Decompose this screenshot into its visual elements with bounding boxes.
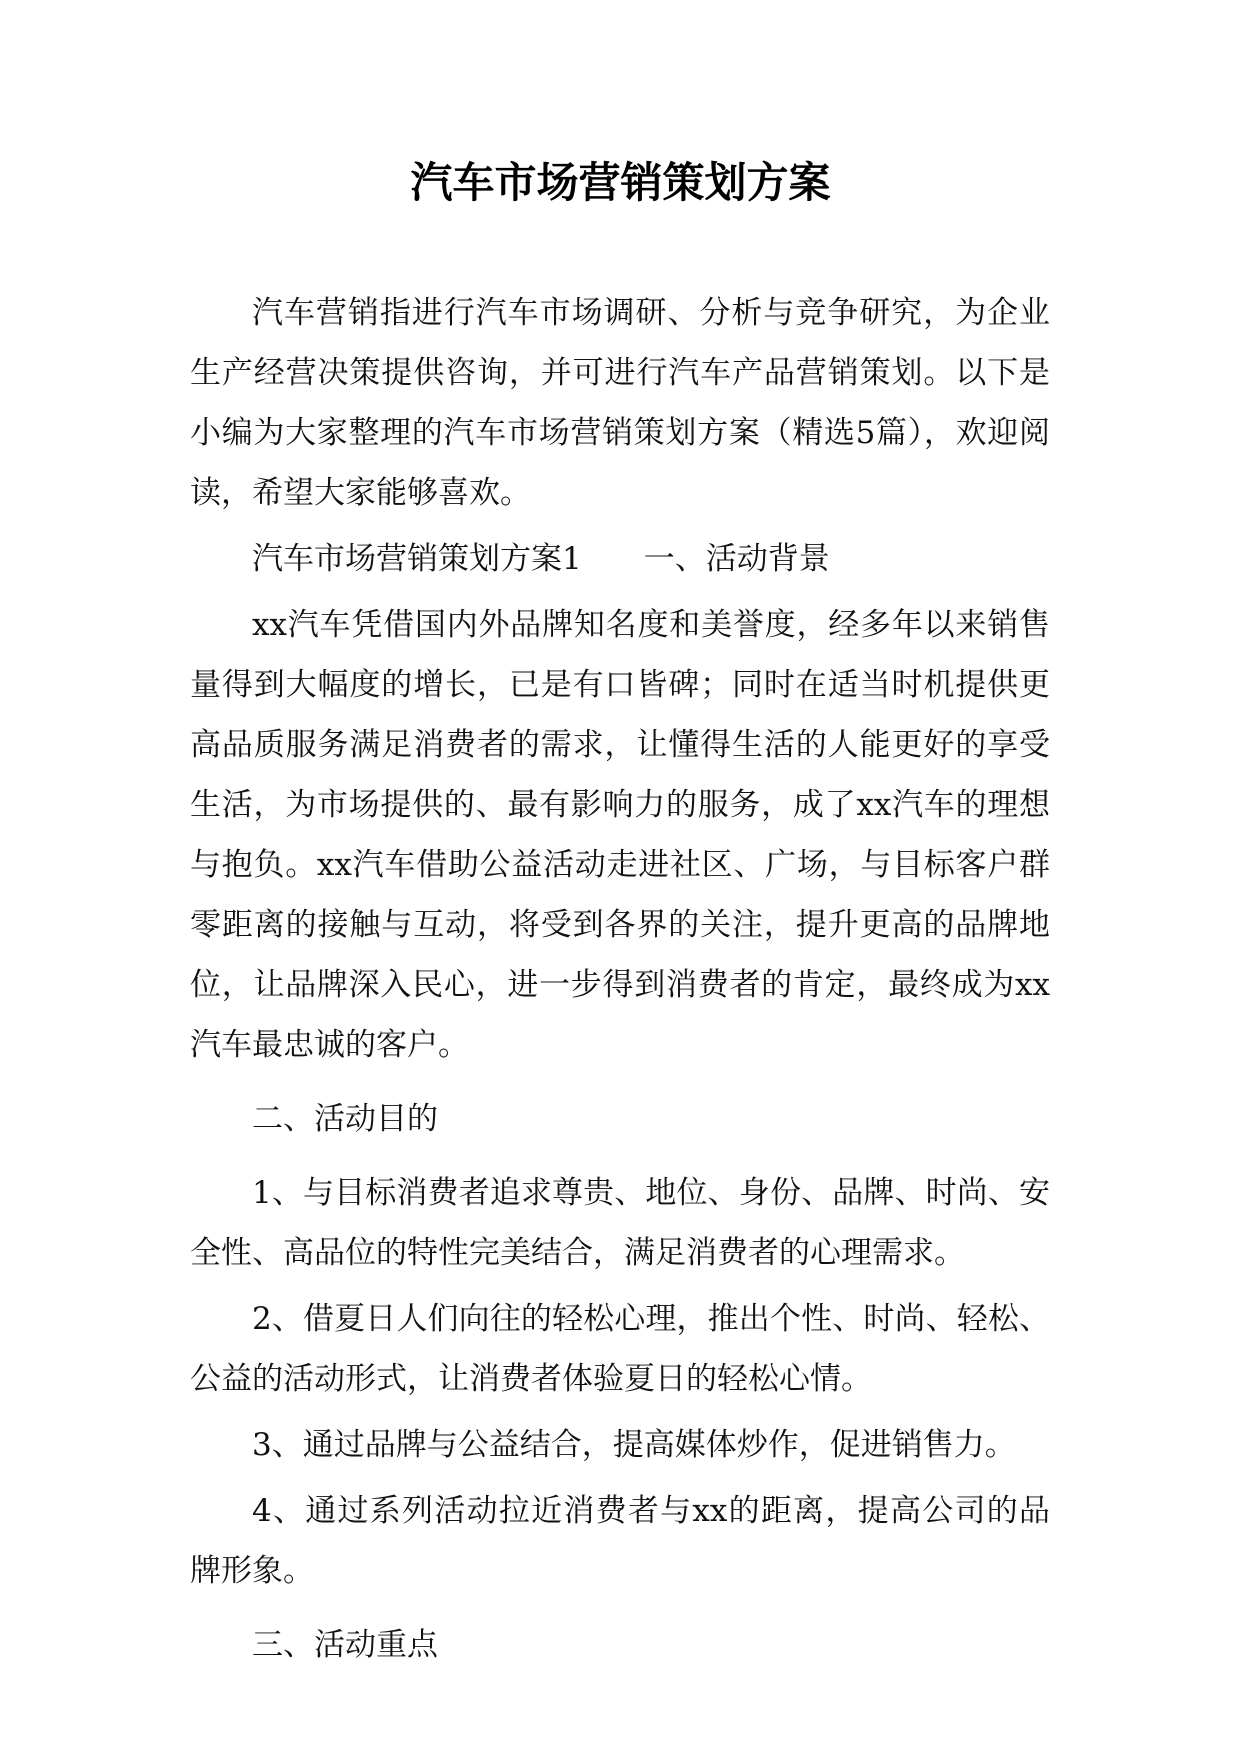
document-body <box>190 283 1050 1675</box>
purpose-item-1: 1、与目标消费者追求尊贵、地位、身份、品牌、时尚、安全性、高品位的特性完美结合，满足消费者的心理需求。 <box>190 1175 1050 1271</box>
purpose-item-3: 3、通过品牌与公益结合，提高媒体炒作，促进销售力。 <box>252 1427 1016 1463</box>
section-heading-focus: 三、活动重点 <box>252 1627 438 1663</box>
background-paragraph: xx汽车凭借国内外品牌知名度和美誉度，经多年以来销售量得到大幅度的增长，已是有口皆碑；同时在适当时机提供更高品质服务满足消费者的需求，让懂得生活的人能更好的享受生活，为市场提供的、最有影响力的服务，成了xx汽车的理想与抱负。xx汽车借助公益活动走进社区、广场，与目标客户群零距离的接触与互动，将受到各界的关注，提升更高的品牌地位，让品牌深入民心，进一步得到消费者的肯定，最终成为xx汽车最忠诚的客户。 <box>190 607 1050 1063</box>
intro-paragraph: 汽车营销指进行汽车市场调研、分析与竞争研究，为企业生产经营决策提供咨询，并可进行汽车产品营销策划。以下是小编为大家整理的汽车市场营销策划方案（精选5篇），欢迎阅读，希望大家能够喜欢。 <box>190 295 1050 511</box>
section-heading-purpose: 二、活动目的 <box>252 1101 438 1137</box>
section-heading-plan-1: 汽车市场营销策划方案1 一、活动背景 <box>252 541 830 577</box>
document-title: 汽车市场营销策划方案 <box>410 158 831 207</box>
purpose-item-2: 2、借夏日人们向往的轻松心理，推出个性、时尚、轻松、公益的活动形式，让消费者体验夏日的轻松心情。 <box>190 1301 1050 1397</box>
purpose-item-4: 4、通过系列活动拉近消费者与xx的距离，提高公司的品牌形象。 <box>190 1493 1050 1589</box>
